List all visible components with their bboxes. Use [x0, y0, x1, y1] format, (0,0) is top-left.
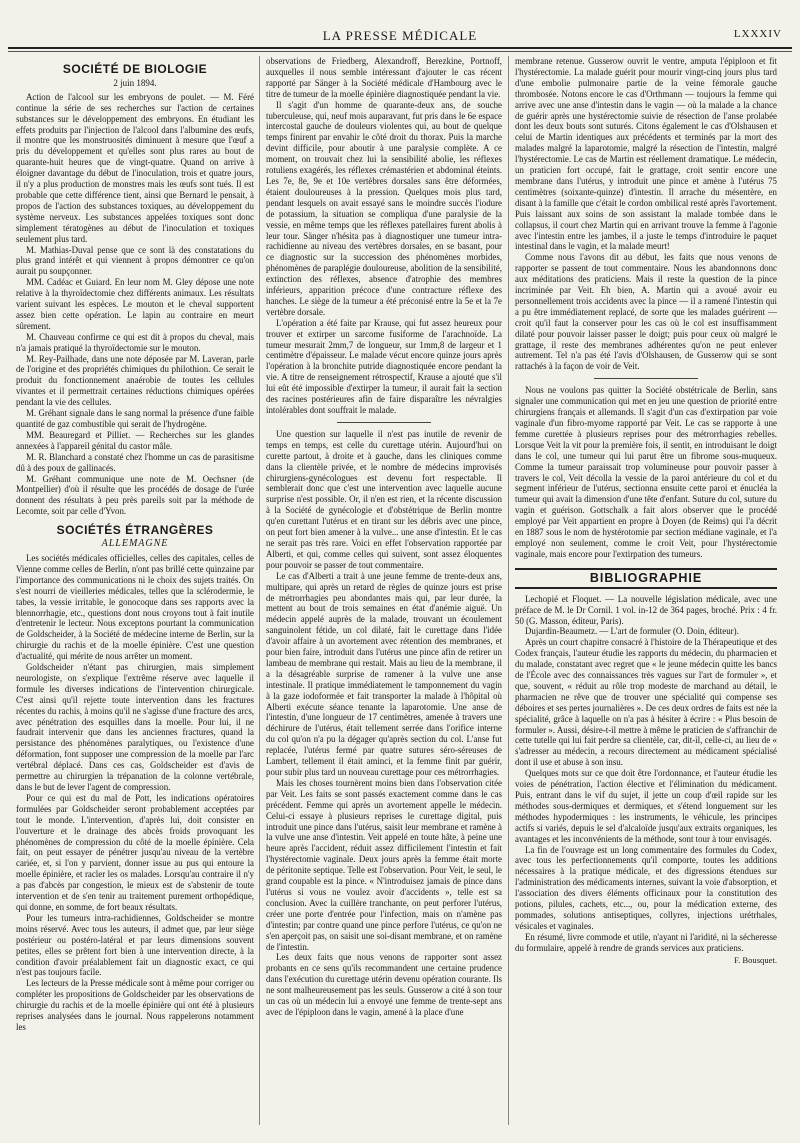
paragraph: Le cas d'Alberti a trait à une jeune femme de trente-deux ans, multipare, qui après un retard de règles de quinze jours est prise de métrorrhagies peu abondantes mais qui, par leur durée, la mettent au bout de trois semaines en état d'anémie aiguë. Un médecin appelé auprès de la malade, trouvant un écoulement sanguinolent fétide, un col dilaté, fait le curettage dans l'idée d'avoir affaire à un avortement avec rétention des membranes, et pour bien faire, introduit dans l'utérus une pince afin de retirer un lambeau de membrane qui restait. Mais au lieu de la membrane, il a la désagréable surprise de ramener à la vulve une anse intestinale. Il pratique immédiatement le tamponnement du vagin à la gaze iodoformée et fait transporter la malade à l'hôpital où Alberti exécute séance tenante la laparotomie. Une anse de l'intestin, d'une longueur de 17 centimètres, amenée à travers une déchirure de l'utérus, était tellement serrée dans l'orifice interne du col qu'on n'a pu la dégager qu'après section du col. L'anse fut replacée, l'utérus fermé par quatre sutures séro-séreuses de Lambert, tellement il était aminci, et la femme finit par guérir, pour subir plus tard un nouveau curettage pour ces métrorrhagies. — [266, 570, 502, 777]
paragraph: MM. Beauregard et Pilliet. — Recherches sur les glandes annexées à l'appareil génital du castor mâle. — [16, 429, 254, 451]
divider — [594, 378, 699, 379]
paragraph: M. Rey-Pailhade, dans une note déposée par M. Laveran, parle de l'origine et des propriétés chimiques du philothion. Ce serait le produit du fonctionnement anaérobie de toutes les cellules vivantes et il permettrait certaines réductions chimiques opérées pendant la vie des cellules. — [16, 353, 254, 408]
paragraph: Il s'agit d'un homme de quarante-deux ans, de souche tuberculeuse, qui, neuf mois auparavant, fut pris dans le 6e espace intercostal gauche de douleurs violentes qui, au bout de quelque temps finirent par envahir le côté droit du thorax. Puis la marche devint difficile, pour aboutir à une paralysie complète. A ce moment, on trouvait chez lui la sensibilité abolie, les réflexes rotuliens exagérés, les réflexes crémastérien et abdominal éteints. Les 7e, 8e, 9e et 10e vertèbres dorsales sans être déformées, étaient douloureuses à la pression. Quelques mois plus tard, pendant lesquels on avait essayé sans le moindre succès l'iodure de potassium, la situation se compliqua d'une paralysie de la vessie, en même temps que les réflexes patellaires furent abolis à leur tour. Sänger n'hésita pas à diagnostiquer une tumeur intra-rachidienne au niveau des vertèbres dorsales, en se basant, pour ce diagnostic sur la succession des phénomènes morbides, phénomènes de paraplégie douloureuse, abolition de la sensibilité, extinction des réflexes, absence d'atrophie des membres inférieurs, apparition précoce d'une contracture réflexe des hanches. Le siège de la tumeur a été préconisé entre la 5e et la 7e vertèbre dorsale. — [266, 99, 502, 317]
column-separator — [508, 56, 509, 1125]
header-rule — [8, 47, 792, 52]
column-left — [16, 56, 254, 1129]
paragraph: La fin de l'ouvrage est un long commentaire des formules du Codex, avec tous les perfectionnements qu'il comporte, toutes les additions nécessaires à la pratique médicale, et des digressions étendues sur l'administration des médicaments internes, suivant la voie d'absorption, et l'association des divers éléments officinaux pour la constitution des potions, pilules, cachets, etc..., ou, pour la médication externe, des pommades, solutions antiseptiques, collyres, injections urétrhales, vésicales et vaginales. — [515, 844, 777, 931]
column-separator — [259, 56, 260, 1125]
section-title-biologie: SOCIÉTÉ DE BIOLOGIE — [62, 62, 208, 76]
session-date: 2 juin 1894. — [113, 77, 157, 88]
paragraph: L'opération a été faite par Krause, qui fut assez heureux pour trouver et extirper un sarcome fusiforme de l'arachnoïde. La tumeur mesurait 2mm,7 de longueur, sur 1mm,8 de largeur et 1 centimètre d'épaisseur. Le malade vécut encore quinze jours après l'opération à la bronchite putride diagnostiquée encore pendant la vie. A titre de renseignement rétrospectif, Krause a ajouté que s'il lui eût été impossible d'extirper la tumeur, il aurait fait la section des racines postérieures afin de faire disparaître les névralgies intolérables dont souffrait le malade. — [266, 317, 502, 415]
paragraph: membrane retenue. Gusserow ouvrit le ventre, amputa l'épiploon et fit l'hystérectomie. La malade guérit pour mourir vingt-cinq jours plus tard d'une embolie pulmonaire partie de la veine fémorale gauche thrombosée. Notons encore le cas d'Orthmann — toujours la femme qui arrive avec une anse d'intestin dans le vagin — où la malade a la chance de guérir après une hystérectomie suivie de résection de l'anse prolabée dont les deux bouts sont suturés. Citons également le cas d'Olshausen et celui de Martin identiques aux précédents et terminés par la mort des malades malgré la laparotomie, malgré la résection de l'intestin, malgré l'hystérectomie. Le cas de Martin est réellement dramatique. Le médecin, un praticien fort occupé, fait le grattage, croit sentir encore une membrane dans l'utérus, y introduit une pince et amène à l'utérus 75 centimètres (soixante-quinze) d'intestin. Il arrache du mésentère, en disant à la famille que c'était le cordon ombilical resté après l'avortement. Puis laissant aux soins de son assistant la malade tombée dans le collapsus, il court chez Martin qui en arrivant trouve la femme à l'agonie avec l'intestin entre les jambes, il a juste le temps d'introduire le paquet intestinal dans le vagin, et la malade meurt! — [515, 56, 777, 252]
paragraph: En résumé, livre commode et utile, n'ayant ni l'aridité, ni la sécheresse du formulaire, appelé à rendre de grands services aux praticiens. — [515, 931, 777, 953]
paragraph: Pour les tumeurs intra-rachidiennes, Goldscheider se montre moins réservé. Avec tous les auteurs, il admet que, par leur siège postérieur ou postéro-latéral et par leurs dimensions souvent petites, elles se prêtent fort bien à une intervention directe, à la condition d'avoir préalablement fait un diagnostic exact, ce qui n'est pas toujours facile. — [16, 912, 254, 978]
paragraph: Les deux faits que nous venons de rapporter sont assez probants en ce sens qu'ils recommandent une certaine prudence dans l'exécution du curettage utérin devenu opération courante. Ils ne sont malheureusement pas les seuls. Gusserow a cité à son tour un cas où un médecin lui a envoyé une femme de trente-sept ans avec de l'épiploon dans le vagin, amené à la place d'une — [266, 952, 502, 1017]
section-subtitle-allemagne: ALLEMAGNE — [101, 538, 169, 550]
paragraph: M. Gréhant signale dans le sang normal la présence d'une faible quantité de gaz combustible qui serait de l'hydrogène. — [16, 408, 254, 429]
divider — [337, 422, 431, 423]
paragraph: Nous ne voulons pas quitter la Société obstétricale de Berlin, sans signaler une communication qui met en jeu une question de priorité entre chirurgiens français et allemands. Il s'agit d'un cas d'extirpation par voie vaginale d'un fibro-myome rapporté par Veit. Le cas se rapporte à une femme curettée à plusieurs reprises pour des métrorrhagies rebelles. Lorsque Veit la vit pour la première fois, il sentit, en introduisant le doigt dans le col, une tumeur qui lui parut être un fibrome sous-muqueux. Comme la tumeur paraissait trop volumineuse pour pouvoir passer à travers le col, Veit décolla la vessie de la paroi antérieure du col et du segment inférieur de l'utérus, sectionna ensuite cette paroi et énucléa la tumeur qui avait la dimension d'une tête d'enfant. Suture du col, suture du vagin et guérison. Gottschalk a fait alors observer que le procédé employé par Veit appartient en propre à Doyen (de Reims) qui l'a décrit en 1887 sous le nom de hystérotomie par section médiane vaginale, et l'a employé non seulement, comme le croit Veit, pour l'hystérectomie vaginale, mais encore pour l'extirpation des tumeurs. — [515, 385, 777, 559]
paragraph: Mais les choses tournèrent moins bien dans l'observation citée par Veit. Les faits se sont passés exactement comme dans le cas précédent. Femme qui après un avortement appelle le médecin. Celui-ci essaye à plusieurs reprises le curettage digital, puis introduit une pince dans l'utérus, saisit leur membrane et ramène à la vulve une anse d'intestin. Veit appelé en toute hâte, à peine une heure après l'accident, réduit assez difficilement l'intestin et fait l'hystérectomie vaginale. Deux jours après la femme était morte de péritonite septique. Telle est l'observation. Pour Veit, le seul, le grand coupable est la pince. « N'introduisez jamais de pince dans l'utérus si vous ne voulez avoir d'accidents », telle est sa conclusion. Avec la cuillère tranchante, on peut perforer l'utérus, créer une porte d'entrée pour l'infection, mais on n'amène pas d'intestin; par contre quand une pince perfore l'utérus, ce qu'on ne s'en aperçoit pas, on saisit une soi-disant membrane, et on ramène de l'intestin. — [266, 777, 502, 952]
paragraph: Comme nous l'avons dit au début, les faits que nous venons de rapporter se passent de tout commentaire. Nous les abandonnons donc aux méditations des praticiens. Mais il reste la question de la pince incriminée par Veit. Eh bien, A. Martin qui a avoué avoir eu personnellement trois accidents avec la pince — il a ramené l'intestin qui a pu être immédiatement replacé, de sorte que les malades guérirent — croit qu'il faut la conserver pour les cas où le col est insuffisamment dilaté pour pouvoir laisser passer le doigt; puis pour ceux où malgré le grattage, il reste des membranes adhérentes qu'on ne peut enlever autrement. Tel n'a pas été l'avis d'Olshausen, de Gusserow qui se sont rattachés à la façon de voir de Veit. — [515, 252, 777, 372]
paragraph: Les lecteurs de la Presse médicale sont à même pour corriger ou compléter les propositions de Goldscheider par les observations de chirurgie du rachis et de la moelle épinière qui ont été à plusieurs reprises analysées dans le journal. Nous rappelerons notamment les — [16, 978, 254, 1032]
section-title-bibliographie: BIBLIOGRAPHIE — [515, 568, 777, 589]
paragraph: M. Mathias-Duval pense que ce sont là des constatations du plus grand intérêt et qui viennent à propos démontrer ce qu'on aurait pu soupçonner. — [16, 244, 254, 277]
column-middle — [266, 56, 502, 1129]
paragraph: M. Gréhant communique une note de M. Oechsner (de Montpellier) d'où il résulte que les procédés de dosage de l'urée donnent des résultats à peu près pareils soit par la méthode de Lecomte, soit par celle d'Yvon. — [16, 473, 254, 517]
running-head — [8, 28, 792, 46]
bibliography-entry: Lechopié et Floquet. — La nouvelle législation médicale, avec une préface de M. le Dr Cornil. 1 vol. in-12 de 364 pages, broché. Prix : 4 fr. 50 (G. Masson, éditeur, Paris). — [515, 593, 777, 626]
section-title-etrangeres: SOCIÉTÉS ÉTRANGÈRES — [56, 523, 214, 538]
paragraph: Pour ce qui est du mal de Pott, les indications opératoires formulées par Goldscheider seront probablement acceptées par tout le monde. L'intervention, d'après lui, doit consister en l'ouverture et le drainage des abcès froids provoquant les phénomènes de compression du côté de la moelle épinière. Cela fait, on peut essayer de pénétrer jusqu'au niveau de la vertèbre cariée, et, si l'on y parvient, donner issue au pus qui entoure la moelle épinière, et racler les os malades. Lorsqu'au contraire il n'y a pas d'abcès par congestion, le mieux est de s'abstenir de toute intervention et de s'en tenir au traitement purement orthopédique, qui donne, en somme, de fort beaux résultats. — [16, 792, 254, 912]
review-signature: F. Bousquet. — [733, 954, 777, 965]
paragraph: M. R. Blanchard a constaté chez l'homme un cas de parasitisme dû à des poux de gallinacés. — [16, 451, 254, 473]
bibliography-entry: Dujardin-Beaumetz. — L'art de formuler (O. Doin, éditeur). — [525, 626, 739, 637]
paragraph: MM. Cadéac et Guiard. En leur nom M. Gley dépose une note relative à la thyroïdectomie chez différents animaux. Les résultats varient suivant les espèces. Le mouton et le cheval supportent assez bien cette opération. Le lapin au contraire en meurt sûrement. — [16, 277, 254, 331]
paragraph: Une question sur laquelle il n'est pas inutile de revenir de temps en temps, est celle du curettage utérin. Aujourd'hui on curette partout, à droite et à gauche, dans les cliniques comme dans la clientèle privée, et le nombre de médecins improvisés chirurgiens-gynécologues est devenu fort respectable. Il semblerait donc que c'est une intervention avec laquelle aucune surprise n'est possible. Or, il n'en est rien, et la récente discussion à la Société de gynécologie et d'obstétrique de Berlin montre qu'en curettant l'utérus et en tirant sur les débris avec une pince, on peut fort bien amener à la vulve... une anse d'intestin. Et le cas ne serait pas très rare. Voici en effet l'observation rapportée par Alberti, et qui, comme celles qui suivent, sont assez éloquentes pour pouvoir se passer de tout commentaire. — [266, 428, 502, 570]
paragraph: Action de l'alcool sur les embryons de poulet. — M. Féré continue la série de ses recherches sur l'action de certaines substances sur le développement des embryons. En étudiant les effets produits par l'injection de l'alcool dans l'albumine des œufs, il montre que les monstruosités diminuent à mesure que l'œuf a pris du développement et qu'elles sont plus rares au bout de quarante-huit heures que de vingt-quatre. Quand on arrive à éloigner davantage du début de l'inoculation, trois et quatre jours, il n'y a plus production de monstres mais les œufs sont tués. Il est probable que cette différence tient, ainsi que Bernard le pensait, à propos de l'action des substances toxiques, au développement du système nerveux. Les substances appelées toxiques sont donc simplement tératogènes au début de l'inoculation et toxiques seulement plus tard. — [16, 91, 254, 244]
paragraph: Quelques mots sur ce que doit être l'ordonnance, et l'auteur étudie les voies de pénétration, l'action élective et l'élimination du médicament. Puis, entrant dans le vif du sujet, il jette un coup d'œil rapide sur les méthodes sous-dermiques et dermiques, et s'étend longuement sur les méthodes hypodermiques : les instruments, le véhicule, les principes actifs si variés, depuis le sel d'alcaloïde jusqu'aux extraits organiques, les avantages et les inconvénients de la méthode, sont tour à tour envisagés. — [515, 768, 777, 844]
column-right — [515, 56, 777, 1129]
paragraph: observations de Friedberg, Alexandroff, Berezkine, Portnoff, auxquelles il nous semble intéressant d'ajouter le cas récent rapporté par Sänger à la Société médicale d'Hambourg avec le titre de tumeur de la moelle épinière diagnostiquée pendant la vie. — [266, 56, 502, 99]
paragraph: Goldscheider n'étant pas chirurgien, mais simplement neurologiste, on s'explique l'extrême réserve avec laquelle il formule les diverses indications de l'intervention chirurgicale. C'est ainsi qu'il rejette toute intervention dans les fractures récentes du rachis, à moins qu'il ne s'agisse d'une fracture des arcs, avec pénétration des esquilles dans la moelle. Pour lui, il ne faudrait intervenir que dans les anciennes fractures, quand la persistance des phénomènes paralytiques, ou l'existence d'une déformation, font supposer une compression de la moelle par l'arc vertébral déplacé. Dans ces cas, Goldscheider est d'avis de permettre au chirurgien la trépanation de la colonne vertébrale, dans le but de lever l'agent de compression. — [16, 662, 254, 792]
journal-title: LA PRESSE MÉDICALE — [322, 28, 478, 43]
paragraph: Les sociétés médicales officielles, celles des capitales, celles de Vienne comme celles de Berlin, n'ont pas brillé cette quinzaine par l'importance des communications ni le choix des sujets traités. On s'est nourri de vieilleries médicales, telles que la sclérodermie, le tabes, la vessie irritable, le gonocoque dans ses rapports avec la blennorrhagie, etc., questions dont nous croyons tout à fait inutile d'entretenir le lecteur. Nous exceptons pourtant la communication de Goldscheider, à la Société de médecine interne de Berlin, sur la chirurgie du rachis et de la moelle épinière. C'est une question d'actualité, qui mérite de nous arrêter un moment. — [16, 552, 254, 662]
page-folio: LXXXIV — [733, 28, 782, 40]
paragraph: M. Chauveau confirme ce qui est dit à propos du cheval, mais n'a jamais pratiqué la thyroïdectomie sur le mouton. — [16, 331, 254, 353]
paragraph: Après un court chapitre consacré à l'histoire de la Thérapeutique et des Codex français, l'auteur étudie les rapports du médecin, du pharmacien et du malade, constatant avec regret que « le jeune médecin quitte les bancs de l'École avec des connaissances très vagues sur l'art de formuler », et que, souvent, « réduit au rôle trop modeste de marchand au détail, le pharmacien ne rêve que de trouver une spécialité qui compense ses déboires et ses pertes journalières ». De ces deux ordres de faits est née la spécialité, grâce à laquelle on n'a pas à hésiter à écrire : « Plus besoin de formuler ». Aussi, désire-t-il mettre à même le praticien de s'affranchir de cette tutelle qui lui fait perdre sa clientèle, car, dit-il, celle-ci, au lieu de « s'adresser au médecin, a recours directement au médicament spécialisé dont il use et abuse à son insu. — [515, 637, 777, 768]
